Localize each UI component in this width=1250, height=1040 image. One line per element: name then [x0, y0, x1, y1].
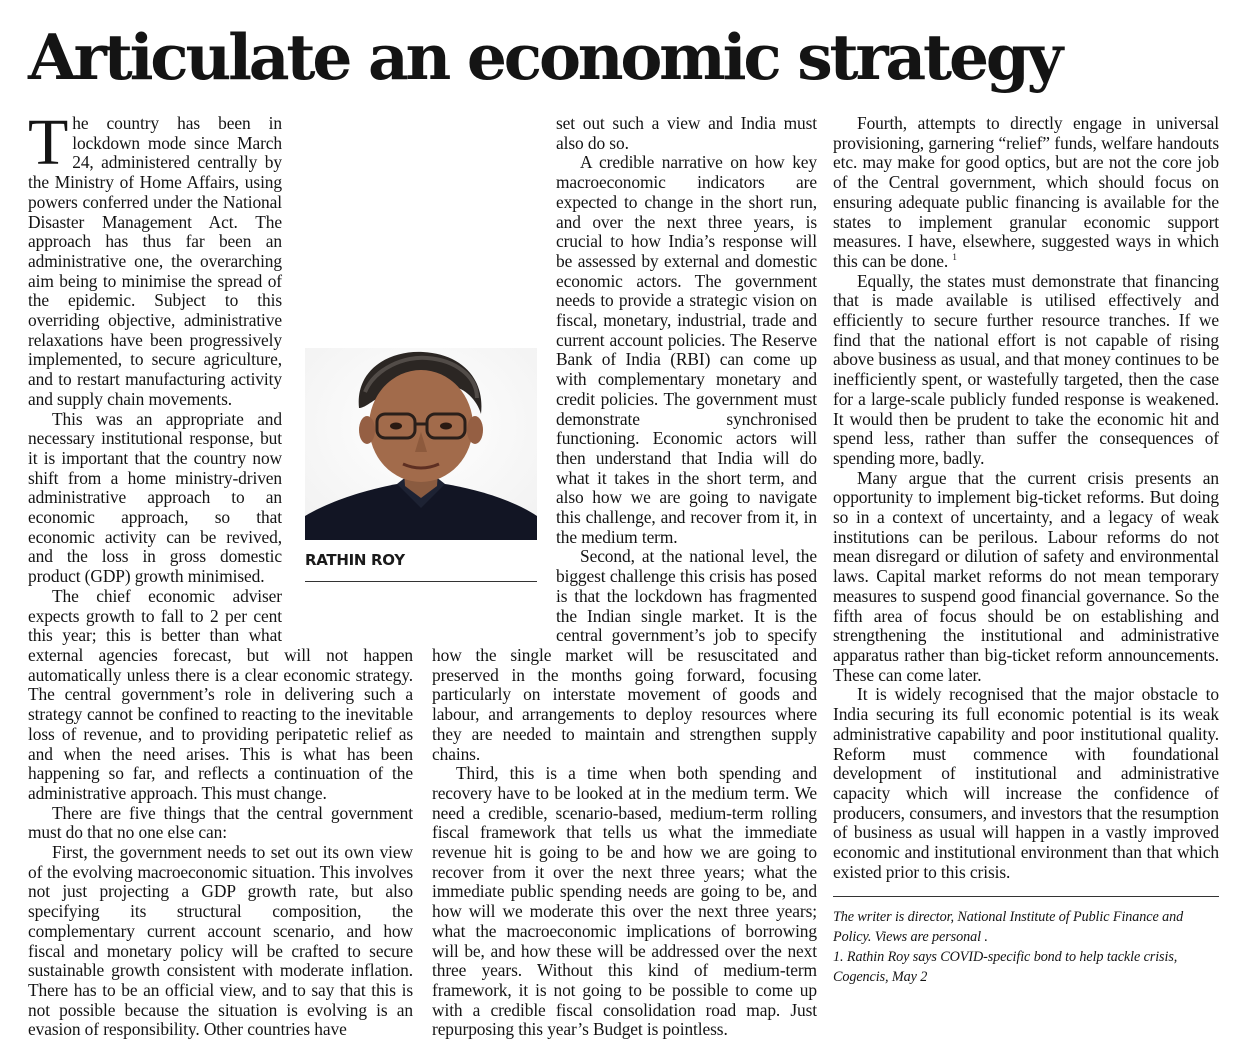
paragraph: Equally, the states must demonstrate that financing that is made available is utilised effectively and efficiently to secure further resource tranches. If we find that the national effort is not capable of rising above business as usual, and that money continues to be inefficiently spent, or wastefully targeted, then the case for a large-scale publicly funded response is weakened. It would then be prudent to take the economic hit and spend less, rather than suffer the consequences of spending more, badly. [833, 270, 1219, 468]
paragraph: Many argue that the current crisis presents an opportunity to implement big-ticket reforms. But doing so in a context of uncertainty, and a legacy of weak institutions can be perilous. Labour reforms do not mean disregard or dilution of safety and environmental laws. Capital market reforms do not mean temporary measures to suspend good financial governance. So the fifth area of focus should be on establishing and strengthening the institutional and administrative apparatus rather than big-ticket reform announcements. These can come later. [833, 467, 1219, 685]
paragraph: It is widely recognised that the major obstacle to India securing its full economic potential is its weak administrative capability and poor institutional quality. Reform must commence with foundational development of institutional and administrative capacity which will increase the confidence of producers, consumers, and investors that the resumption of business as usual will happen in a vastly improved economic and institutional environment than that which existed prior to this crisis. [833, 684, 1219, 882]
author-portrait-image [305, 348, 537, 540]
caption-divider [305, 581, 537, 582]
article-column-3 [833, 114, 1219, 984]
paragraph: The chief economic adviser expects growth to fall to 2 per cent this year; this is better than what external agencies forecast, but will not happen automatically unless there is a clear economic strategy. The central government’s role in delivering such a strategy cannot be confined to reacting to the inevitable loss of revenue, and to providing peripatetic relief as and when the need arises. This is what has been happening so far, and reflects a continuation of the administrative approach. This must change. [28, 585, 413, 803]
paragraph: A credible narrative on how key macroeconomic indicators are expected to change in the short run, and over the next three years, is crucial to how India’s response will be assessed by external and domestic economic actors. The government needs to provide a strategic vision on fiscal, monetary, industrial, trade and current account policies. The Reserve Bank of India (RBI) can come up with complementary monetary and credit policies. The government must demonstrate synchronised functioning. Economic actors will then understand that India will do what it takes in the short term, and also how we are going to navigate this challenge, and recover from it, in the medium term. [556, 152, 817, 547]
paragraph: There are five things that the central government must do that no one else can: [28, 802, 413, 843]
photo-caption: RATHIN ROY [305, 551, 405, 569]
footnote: 1. Rathin Roy says COVID-specific bond to help tackle crisis, Cogencis, May 2 [833, 949, 1178, 986]
headline: Articulate an economic strategy [28, 20, 1061, 94]
author-footer [833, 896, 1219, 987]
paragraph: First, the government needs to set out its own view of the evolving macroeconomic situation. This involves not just projecting a GDP growth rate, but also specifying its structural composition, the complementary current account scenario, and how fiscal and monetary policy will be crafted to secure sustainable growth consistent with moderate inflation. There has to be an official view, and to say that this is not possible because the situation is evolving is an evasion of responsibility. Other countries have [28, 842, 413, 1040]
paragraph: Second, at the national level, the biggest challenge this crisis has posed is that the lockdown has fragmented the Indian single market. It is the central government’s job to specify how the single market will be resuscitated and preserved in the months going forward, focusing particularly on interstate movement of goods and labour, and arrangements to deploy resources where they are needed to maintain and strengthen supply chains. [432, 546, 817, 764]
paragraph: Fourth, attempts to directly engage in universal provisioning, garnering “relief” funds, welfare handouts etc. may make for good optics, but are not the core job of the Central government, which should focus on ensuring adequate public financing is available for the states to implement granular economic support measures. I have, elsewhere, suggested ways in which this can be done. $^1$ [833, 113, 1219, 271]
paragraph: This was an appropriate and necessary institutional response, but it is important that the country now shift from a home ministry-driven administrative approach to an economic approach, so that economic activity can be revived, and the loss in gross domestic product (GDP) growth minimised. [28, 408, 282, 587]
author-bio: The writer is director, National Institute of Public Finance and Policy. Views are personal . [833, 909, 1184, 946]
drop-cap: T [28, 106, 69, 179]
author-photo [305, 348, 537, 584]
paragraph: Third, this is a time when both spending and recovery have to be looked at in the medium term. We need a credible, scenario-based, medium-term rolling fiscal framework that tells us what the immediate revenue hit is going to be and how we are going to recover from it over the next three years; what the immediate public spending needs are going to be, and how will we moderate this over the next three years; what the macroeconomic implications of borrowing will be, and how these will be addressed over the next three years. Without this kind of medium-term framework, it is not going to be possible to come up with a credible fiscal consolidation road map. Just repurposing this year’s Budget is pointless. [432, 763, 817, 1040]
paragraph: The country has been in lockdown mode since March 24, administered centrally by the Ministry of Home Affairs, using powers conferred under the National Disaster Management Act. The approach has thus far been an administrative one, the overarching aim being to minimise the spread of the epidemic. Subject to this overriding objective, administrative relaxations have been progressively implemented, to secure agriculture, and to restart manufacturing activity and supply chain movements. [28, 106, 282, 409]
footnote-marker: 1 [952, 252, 957, 263]
paragraph: set out such a view and India must also do so. [556, 113, 817, 153]
